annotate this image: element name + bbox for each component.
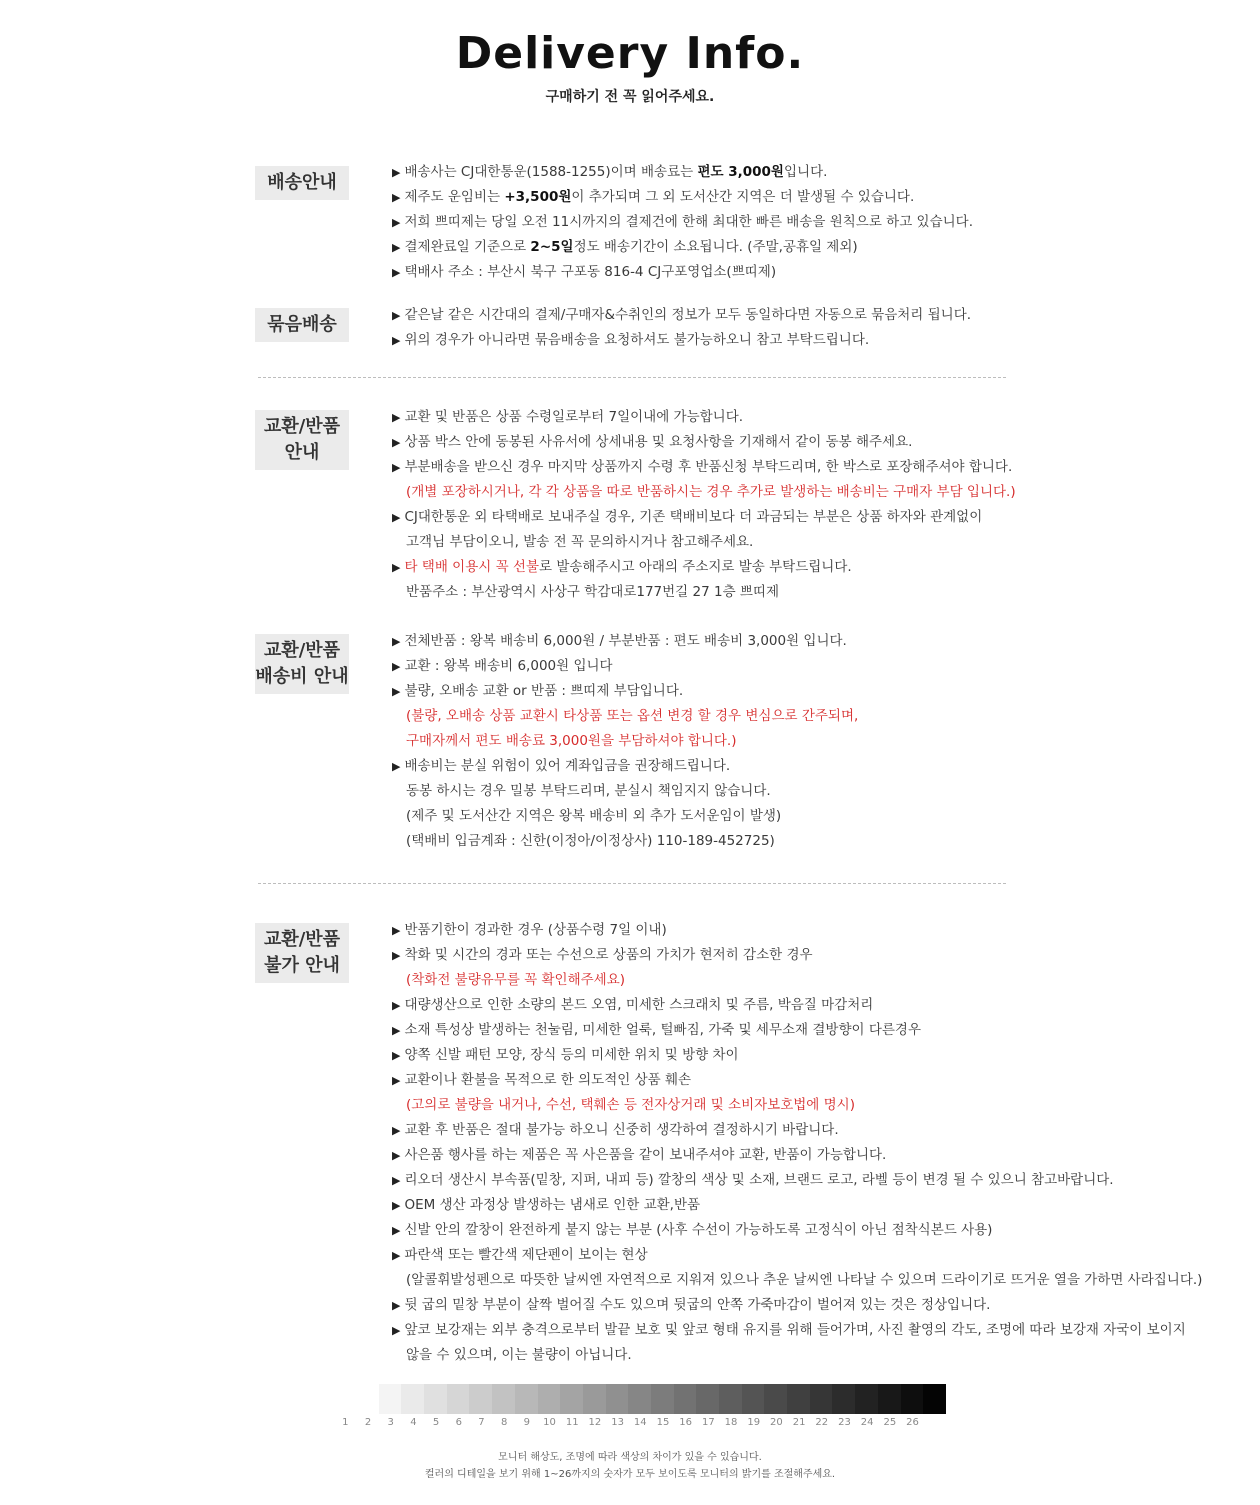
line-text: 같은날 같은 시간대의 결제/구매자&수취인의 정보가 모두 동일하다면 자동으로 묶음처리 됩니다. (404, 307, 972, 323)
grayscale-number: 18 (724, 1417, 738, 1428)
section-label-line: 교환/반품 (263, 640, 341, 661)
grayscale-swatch (855, 1384, 878, 1414)
grayscale-swatch (696, 1384, 719, 1414)
info-line (392, 1218, 1192, 1243)
grayscale-number: 10 (543, 1417, 556, 1428)
shipping-lines (392, 160, 1192, 285)
info-line (392, 754, 1192, 779)
line-text: 로 발송해주시고 아래의 주소지로 발송 부탁드립니다. (539, 559, 852, 575)
info-line (392, 804, 1192, 829)
info-line (392, 1318, 1192, 1343)
grayscale-number: 4 (410, 1417, 417, 1428)
line-text: 고객님 부담이오니, 발송 전 꼭 문의하시거나 참고해주세요. (406, 534, 754, 550)
info-line (392, 704, 1192, 729)
line-text: 불량, 오배송 교환 or 반품 : 쁘띠제 부담입니다. (404, 683, 684, 699)
grayscale-swatch (560, 1384, 583, 1414)
line-text: 소재 특성상 발생하는 천눌림, 미세한 얼룩, 털빠짐, 가죽 및 세무소재 결방향이 다른경우 (404, 1022, 921, 1038)
info-line (392, 679, 1192, 704)
grayscale-swatch (719, 1384, 742, 1414)
line-text: 위의 경우가 아니라면 묶음배송을 요청하셔도 불가능하오니 참고 부탁드립니다. (404, 332, 870, 348)
grayscale-number: 20 (770, 1417, 783, 1428)
info-line (392, 1068, 1192, 1093)
grayscale-numbers (334, 1417, 924, 1431)
grayscale-swatch (401, 1384, 424, 1414)
no-return-lines (392, 918, 1203, 1368)
grayscale-swatch (764, 1384, 787, 1414)
arrow-icon: ▶ (392, 1124, 401, 1137)
arrow-icon: ▶ (392, 949, 401, 962)
info-line (392, 729, 1192, 754)
arrow-icon: ▶ (392, 1174, 401, 1187)
line-emphasis: +3,500원 (504, 189, 572, 205)
line-text: 배송비는 분실 위험이 있어 계좌입금을 권장해드립니다. (404, 758, 731, 774)
line-text: 않을 수 있으며, 이는 불량이 아닙니다. (406, 1347, 632, 1363)
info-line (392, 918, 1192, 943)
grayscale-swatch (742, 1384, 765, 1414)
arrow-icon: ▶ (392, 166, 401, 179)
grayscale-number: 22 (815, 1417, 829, 1428)
info-line (392, 210, 1192, 235)
info-line (392, 1118, 1192, 1143)
grayscale-swatch (379, 1384, 402, 1414)
info-line (392, 185, 1192, 210)
monitor-note: 모니터 해상도, 조명에 따라 색상의 차이가 있을 수 있습니다. (498, 1452, 762, 1463)
arrow-icon: ▶ (392, 216, 401, 229)
page-title: Delivery Info. (455, 28, 805, 79)
grayscale-number: 16 (679, 1417, 693, 1428)
grayscale-swatch (901, 1384, 924, 1414)
grayscale-swatch (583, 1384, 606, 1414)
grayscale-number: 17 (701, 1417, 715, 1428)
arrow-icon: ▶ (392, 1024, 401, 1037)
line-text: 동봉 하시는 경우 밀봉 부탁드리며, 분실시 책임지지 않습니다. (406, 783, 771, 799)
info-line (392, 480, 1192, 505)
arrow-icon: ▶ (392, 1074, 401, 1087)
line-warning: (불량, 오배송 상품 교환시 타상품 또는 옵션 변경 할 경우 변심으로 간주되며, (406, 708, 859, 724)
arrow-icon: ▶ (392, 685, 401, 698)
arrow-icon: ▶ (392, 511, 401, 524)
line-text: 사은품 행사를 하는 제품은 꼭 사은품을 같이 보내주셔야 교환, 반품이 가능합니다. (404, 1147, 887, 1163)
line-text: 이 추가되며 그 외 도서산간 지역은 더 발생될 수 있습니다. (571, 189, 915, 205)
info-line (392, 654, 1192, 679)
line-text: 정도 배송기간이 소요됩니다. (주말,공휴일 제외) (573, 239, 858, 255)
info-line (392, 1043, 1192, 1068)
line-text: 뒷 굽의 밑창 부분이 살짝 벌어질 수도 있으며 뒷굽의 안쪽 가죽마감이 벌어져 있는 것은 정상입니다. (404, 1297, 991, 1313)
bundle-lines (392, 303, 1192, 353)
arrow-icon: ▶ (392, 1299, 401, 1312)
info-line (392, 580, 1192, 605)
line-text: (알콜휘발성펜으로 따뜻한 날씨엔 자연적으로 지워져 있으나 추운 날씨엔 나타날 수 있으며 드라이기로 뜨거운 열을 가하면 사라집니다.) (406, 1272, 1203, 1288)
line-text: 교환 : 왕복 배송비 6,000원 입니다 (404, 658, 613, 674)
section-label-line: 안내 (284, 442, 320, 463)
info-line (392, 303, 1192, 328)
grayscale-swatch (810, 1384, 833, 1414)
grayscale-number: 24 (860, 1417, 874, 1428)
arrow-icon: ▶ (392, 334, 401, 347)
grayscale-number: 7 (478, 1417, 485, 1428)
info-line (392, 1018, 1192, 1043)
info-line (392, 1168, 1192, 1193)
info-line (392, 455, 1192, 480)
info-line (392, 505, 1192, 530)
info-line (392, 993, 1192, 1018)
info-line (392, 160, 1192, 185)
page-subtitle: 구매하기 전 꼭 읽어주세요. (545, 89, 715, 105)
grayscale-swatch (628, 1384, 651, 1414)
line-text: 리오더 생산시 부속품(밑창, 지퍼, 내피 등) 깔창의 색상 및 소재, 브랜드 로고, 라벨 등이 변경 될 수 있으니 참고바랍니다. (404, 1172, 1114, 1188)
grayscale-number: 6 (455, 1417, 462, 1428)
arrow-icon: ▶ (392, 924, 401, 937)
info-line (392, 1268, 1203, 1293)
line-text: 택배사 주소 : 부산시 북구 구포동 816-4 CJ구포영업소(쁘띠제) (404, 264, 777, 280)
arrow-icon: ▶ (392, 561, 401, 574)
section-label-shipping: 배송안내 (255, 166, 349, 200)
arrow-icon: ▶ (392, 436, 401, 449)
line-text: 대량생산으로 인한 소량의 본드 오염, 미세한 스크래치 및 주름, 박음질 마감처리 (404, 997, 874, 1013)
line-warning: 타 택배 이용시 꼭 선불 (404, 559, 540, 575)
arrow-icon: ▶ (392, 309, 401, 322)
line-text: 저희 쁘띠제는 당일 오전 11시까지의 결제건에 한해 최대한 빠른 배송을 원칙으로 하고 있습니다. (404, 214, 973, 230)
arrow-icon: ▶ (392, 1249, 401, 1262)
info-line (392, 260, 1192, 285)
divider (258, 377, 1006, 378)
info-line (392, 430, 1192, 455)
info-line (392, 779, 1192, 804)
section-label-line: 불가 안내 (264, 955, 340, 976)
grayscale-swatch (356, 1384, 379, 1414)
line-text: 앞코 보강재는 외부 충격으로부터 발끝 보호 및 앞코 형태 유지를 위해 들어가며, 사진 촬영의 각도, 조명에 따라 보강재 자국이 보이지 (404, 1322, 1186, 1338)
grayscale-swatch (447, 1384, 470, 1414)
arrow-icon: ▶ (392, 999, 401, 1012)
grayscale-number: 21 (792, 1417, 806, 1428)
line-text: 반품주소 : 부산광역시 사상구 학감대로177번길 27 1층 쁘띠제 (406, 584, 780, 600)
line-text: CJ대한통운 외 타택배로 보내주실 경우, 기존 택배비보다 더 과금되는 부분은 상품 하자와 관계없이 (404, 509, 983, 525)
grayscale-swatch (469, 1384, 492, 1414)
line-text: 배송사는 CJ대한통운(1588-1255)이며 배송료는 (404, 164, 698, 180)
grayscale-swatch (515, 1384, 538, 1414)
grayscale-number: 1 (342, 1417, 349, 1428)
monitor-note: 컬러의 디테일을 보기 위해 1~26까지의 숫자가 모두 보이도록 모니터의 밝기를 조절해주세요. (424, 1469, 836, 1480)
grayscale-number: 26 (906, 1417, 919, 1428)
line-text: OEM 생산 과정상 발생하는 냄새로 인한 교환,반품 (404, 1197, 701, 1213)
arrow-icon: ▶ (392, 1224, 401, 1237)
arrow-icon: ▶ (392, 241, 401, 254)
arrow-icon: ▶ (392, 635, 401, 648)
line-emphasis: 편도 3,000원 (697, 164, 784, 180)
section-label-line: 배송비 안내 (255, 666, 349, 687)
exchange-lines (392, 405, 1192, 605)
info-line (392, 555, 1192, 580)
info-line (392, 1243, 1192, 1268)
line-text: 신발 안의 깔창이 완전하게 붙지 않는 부분 (사후 수선이 가능하도록 고정식이 아닌 점착식본드 사용) (404, 1222, 993, 1238)
line-text: 제주도 운임비는 (404, 189, 505, 205)
arrow-icon: ▶ (392, 461, 401, 474)
arrow-icon: ▶ (392, 1199, 401, 1212)
line-text: 착화 및 시간의 경과 또는 수선으로 상품의 가치가 현저히 감소한 경우 (404, 947, 813, 963)
line-text: (제주 및 도서산간 지역은 왕복 배송비 외 추가 도서운임이 발생) (406, 808, 782, 824)
info-line (392, 968, 1192, 993)
grayscale-bar (356, 1384, 946, 1414)
arrow-icon: ▶ (392, 266, 401, 279)
line-text: 부분배송을 받으신 경우 마지막 상품까지 수령 후 반품신청 부탁드리며, 한 박스로 포장해주셔야 합니다. (404, 459, 1013, 475)
line-warning: 구매자께서 편도 배송료 3,000원을 부담하셔야 합니다.) (406, 733, 737, 749)
grayscale-number: 23 (838, 1417, 851, 1428)
grayscale-swatch (923, 1384, 946, 1414)
grayscale-number: 15 (656, 1417, 670, 1428)
line-warning: (고의로 불량을 내거나, 수선, 택훼손 등 전자상거래 및 소비자보호법에 명시) (406, 1097, 855, 1113)
info-line (392, 1143, 1192, 1168)
arrow-icon: ▶ (392, 660, 401, 673)
info-line (392, 1193, 1192, 1218)
line-text: 양쪽 신발 패턴 모양, 장식 등의 미세한 위치 및 방향 차이 (404, 1047, 739, 1063)
arrow-icon: ▶ (392, 1324, 401, 1337)
line-text: 반품기한이 경과한 경우 (상품수령 7일 이내) (404, 922, 667, 938)
arrow-icon: ▶ (392, 191, 401, 204)
grayscale-number: 8 (500, 1417, 508, 1428)
section-label-exchange-fee (255, 634, 349, 694)
section-label-no-return (255, 923, 349, 983)
grayscale-number: 2 (364, 1417, 372, 1428)
grayscale-number: 9 (523, 1417, 531, 1428)
line-emphasis: 2~5일 (530, 239, 574, 255)
info-line (392, 943, 1192, 968)
line-text: 상품 박스 안에 동봉된 사유서에 상세내용 및 요청사항을 기재해서 같이 동봉 해주세요. (404, 434, 913, 450)
grayscale-number: 11 (565, 1417, 579, 1428)
arrow-icon: ▶ (392, 1149, 401, 1162)
grayscale-number: 25 (883, 1417, 897, 1428)
info-line (392, 405, 1192, 430)
grayscale-swatch (492, 1384, 515, 1414)
section-label-line: 교환/반품 (263, 416, 341, 437)
divider (258, 883, 1006, 884)
grayscale-number: 5 (432, 1417, 440, 1428)
arrow-icon: ▶ (392, 760, 401, 773)
line-text: 교환 후 반품은 절대 불가능 하오니 신중히 생각하여 결정하시기 바랍니다. (404, 1122, 839, 1138)
grayscale-swatch (832, 1384, 855, 1414)
grayscale-number: 19 (747, 1417, 761, 1428)
arrow-icon: ▶ (392, 1049, 401, 1062)
grayscale-swatch (538, 1384, 561, 1414)
line-warning: (개별 포장하시거나, 각 각 상품을 따로 반품하시는 경우 추가로 발생하는 배송비는 구매자 부담 입니다.) (406, 484, 1016, 500)
arrow-icon: ▶ (392, 411, 401, 424)
info-line (392, 235, 1192, 260)
section-label-bundle: 묶음배송 (255, 308, 349, 342)
section-label-exchange (255, 410, 349, 470)
line-text: 입니다. (783, 164, 828, 180)
line-text: 전체반품 : 왕복 배송비 6,000원 / 부분반품 : 편도 배송비 3,000원 입니다. (404, 633, 847, 649)
grayscale-number: 12 (588, 1417, 602, 1428)
line-warning: (착화전 불량유무를 꼭 확인해주세요) (406, 972, 626, 988)
grayscale-swatch (787, 1384, 810, 1414)
grayscale-number: 14 (633, 1417, 647, 1428)
exchange-fee-lines (392, 629, 1192, 854)
section-label-line: 교환/반품 (263, 929, 341, 950)
grayscale-swatch (606, 1384, 629, 1414)
line-text: 파란색 또는 빨간색 제단펜이 보이는 현상 (404, 1247, 648, 1263)
grayscale-swatch (878, 1384, 901, 1414)
info-line (392, 328, 1192, 353)
line-text: (택배비 입금계좌 : 신한(이정아/이정상사) 110-189-452725) (406, 833, 775, 849)
info-line (392, 829, 1192, 854)
info-line (392, 1343, 1192, 1368)
grayscale-swatch (651, 1384, 674, 1414)
info-line (392, 1093, 1192, 1118)
line-text: 결제완료일 기준으로 (404, 239, 531, 255)
grayscale-swatch (424, 1384, 447, 1414)
info-line (392, 530, 1192, 555)
info-line (392, 1293, 1192, 1318)
grayscale-swatch (674, 1384, 697, 1414)
line-text: 교환이나 환불을 목적으로 한 의도적인 상품 훼손 (404, 1072, 692, 1088)
grayscale-number: 3 (387, 1417, 394, 1428)
info-line (392, 629, 1192, 654)
grayscale-number: 13 (611, 1417, 624, 1428)
line-text: 교환 및 반품은 상품 수령일로부터 7일이내에 가능합니다. (404, 409, 744, 425)
